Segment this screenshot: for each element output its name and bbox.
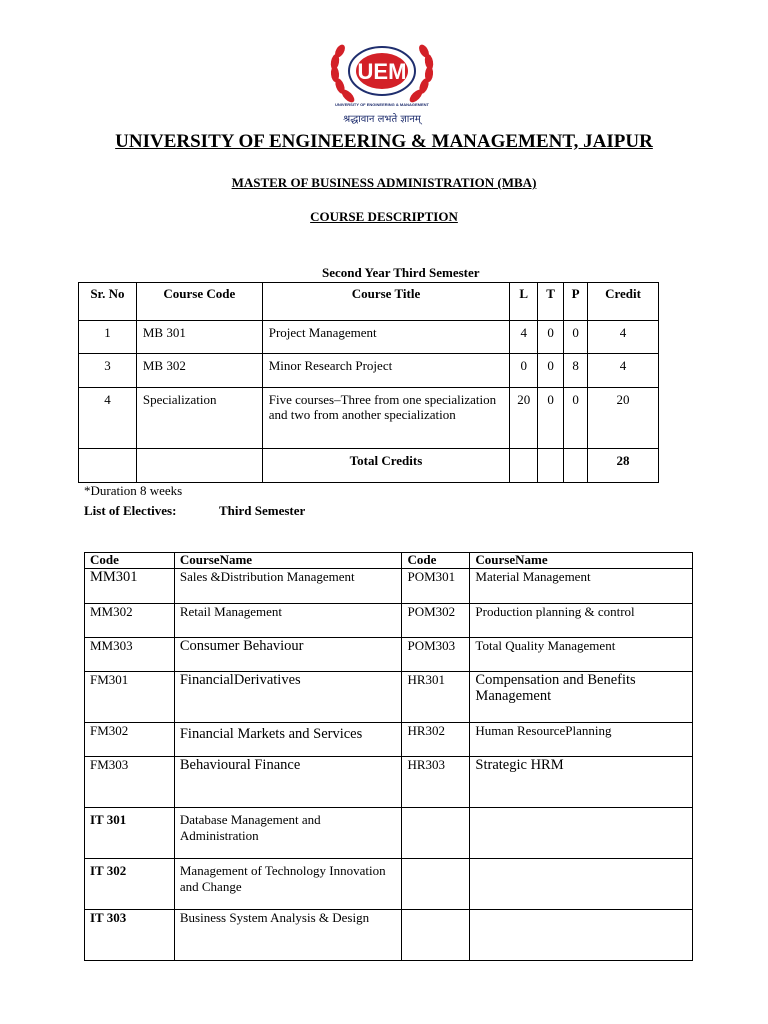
- table-row: [85, 723, 693, 757]
- cell-course-name: Management of Technology Innovation and Change: [174, 859, 402, 910]
- cell-code: MB 301: [136, 321, 262, 354]
- cell-empty: [470, 859, 693, 910]
- cell-empty: [470, 808, 693, 859]
- cell-title: Project Management: [262, 321, 509, 354]
- cell-code: POM301: [402, 569, 470, 604]
- table-header-row: [85, 553, 693, 569]
- cell-p: 0: [564, 388, 588, 449]
- cell-empty: [538, 449, 564, 483]
- cell-empty: [402, 910, 470, 961]
- semester-course-table: [78, 282, 659, 483]
- cell-course-name: Material Management: [470, 569, 693, 604]
- cell-sr: 1: [79, 321, 137, 354]
- cell-sr: 4: [79, 388, 137, 449]
- cell-course-name: Sales &Distribution Management: [174, 569, 402, 604]
- section-title: COURSE DESCRIPTION: [310, 209, 458, 224]
- table-row: [85, 859, 693, 910]
- header-sr-no: Sr. No: [79, 283, 137, 321]
- cell-course-name: FinancialDerivatives: [174, 672, 402, 723]
- uem-logo: [318, 38, 446, 130]
- cell-credit: 4: [588, 321, 659, 354]
- table-row: [85, 757, 693, 808]
- table-row: [85, 672, 693, 723]
- cell-l: 4: [510, 321, 538, 354]
- header-l: L: [510, 283, 538, 321]
- cell-credit: 20: [588, 388, 659, 449]
- cell-code: IT 301: [85, 808, 175, 859]
- table-row: [85, 808, 693, 859]
- cell-empty: [470, 910, 693, 961]
- cell-empty: [402, 808, 470, 859]
- cell-empty: [136, 449, 262, 483]
- header-t: T: [538, 283, 564, 321]
- cell-course-name: Business System Analysis & Design: [174, 910, 402, 961]
- cell-t: 0: [538, 354, 564, 388]
- header-credit: Credit: [588, 283, 659, 321]
- table-row: [85, 604, 693, 638]
- cell-title: Five courses–Three from one specialization and two from another specialization: [262, 388, 509, 449]
- uem-emblem-icon: [318, 38, 446, 130]
- cell-course-name: Consumer Behaviour: [174, 638, 402, 672]
- header-code: Code: [85, 553, 175, 569]
- logo-motto: श्रद्धावान लभते ज्ञानम्: [343, 114, 421, 125]
- cell-p: 0: [564, 321, 588, 354]
- cell-empty: [402, 859, 470, 910]
- cell-code: Specialization: [136, 388, 262, 449]
- cell-title: Minor Research Project: [262, 354, 509, 388]
- table-header-row: [79, 283, 659, 321]
- table-row: [85, 910, 693, 961]
- cell-code: IT 302: [85, 859, 175, 910]
- cell-empty: [564, 449, 588, 483]
- university-title: UNIVERSITY OF ENGINEERING & MANAGEMENT, JAIPUR: [115, 131, 653, 152]
- cell-course-name: Financial Markets and Services: [174, 723, 402, 757]
- header-course-code: Course Code: [136, 283, 262, 321]
- cell-code: HR302: [402, 723, 470, 757]
- cell-code: POM302: [402, 604, 470, 638]
- header-code: Code: [402, 553, 470, 569]
- cell-l: 20: [510, 388, 538, 449]
- cell-code: HR303: [402, 757, 470, 808]
- cell-course-name: Total Quality Management: [470, 638, 693, 672]
- cell-empty: [510, 449, 538, 483]
- cell-code: MB 302: [136, 354, 262, 388]
- header-course-title: Course Title: [262, 283, 509, 321]
- cell-code: FM301: [85, 672, 175, 723]
- cell-course-name: Database Management and Administration: [174, 808, 402, 859]
- cell-sr: 3: [79, 354, 137, 388]
- cell-t: 0: [538, 388, 564, 449]
- header-course-name: CourseName: [174, 553, 402, 569]
- cell-empty: [79, 449, 137, 483]
- table-row: [79, 321, 659, 354]
- table-row: [79, 354, 659, 388]
- table-row: [85, 569, 693, 604]
- cell-code: MM302: [85, 604, 175, 638]
- semester-title: Second Year Third Semester: [322, 265, 480, 280]
- electives-label: List of Electives:: [84, 503, 177, 518]
- total-credits-label: Total Credits: [262, 449, 509, 483]
- total-row: [79, 449, 659, 483]
- header-p: P: [564, 283, 588, 321]
- cell-course-name: Behavioural Finance: [174, 757, 402, 808]
- cell-code: MM303: [85, 638, 175, 672]
- cell-credit: 4: [588, 354, 659, 388]
- cell-p: 8: [564, 354, 588, 388]
- electives-semester: Third Semester: [219, 503, 306, 518]
- table-row: [79, 388, 659, 449]
- cell-t: 0: [538, 321, 564, 354]
- cell-code: HR301: [402, 672, 470, 723]
- cell-course-name: Human ResourcePlanning: [470, 723, 693, 757]
- logo-abbr: UEM: [357, 59, 407, 84]
- cell-code: FM303: [85, 757, 175, 808]
- cell-course-name: Compensation and Benefits Management: [470, 672, 693, 723]
- header-course-name: CourseName: [470, 553, 693, 569]
- cell-course-name: Retail Management: [174, 604, 402, 638]
- cell-code: FM302: [85, 723, 175, 757]
- electives-table: [84, 552, 693, 961]
- cell-code: MM301: [85, 569, 175, 604]
- cell-l: 0: [510, 354, 538, 388]
- logo-ring-text: UNIVERSITY OF ENGINEERING & MANAGEMENT: [335, 102, 429, 107]
- cell-course-name: Production planning & control: [470, 604, 693, 638]
- program-title: MASTER OF BUSINESS ADMINISTRATION (MBA): [231, 175, 537, 190]
- cell-code: POM303: [402, 638, 470, 672]
- cell-course-name: Strategic HRM: [470, 757, 693, 808]
- cell-code: IT 303: [85, 910, 175, 961]
- duration-note: *Duration 8 weeks: [84, 483, 183, 498]
- table-row: [85, 638, 693, 672]
- total-credits-value: 28: [588, 449, 659, 483]
